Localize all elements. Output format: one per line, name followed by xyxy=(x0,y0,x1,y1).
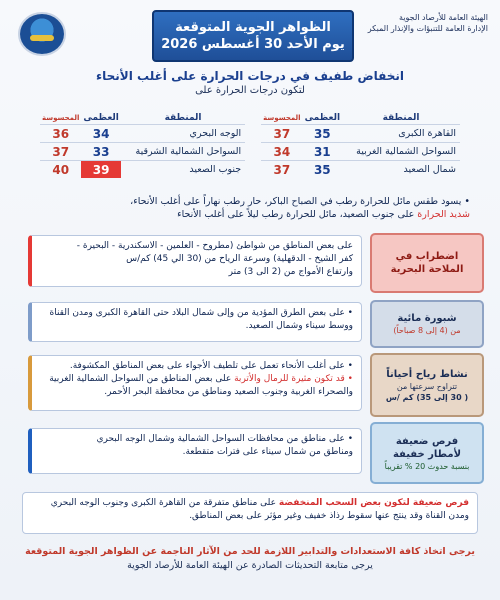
feels-temp-cell: 37 xyxy=(40,143,81,161)
region-cell: السواحل الشمالية الغربية xyxy=(342,143,460,161)
temperature-table-header xyxy=(40,112,460,125)
ema-logo-icon xyxy=(20,14,64,54)
fog-text-2: ووسط سيناء وشمال الصعيد. xyxy=(245,321,353,331)
sea-text-2: كفر الشيخ - الدقهلية) وسرعة الرياح من (30 الي 45) كم/س xyxy=(126,254,353,264)
notes-hot-label: شديد الحرارة xyxy=(417,209,470,220)
footer-warning: يرجى اتخاذ كافة الاستعدادات والتدابير اللازمة للحد من الآثار الناجمة عن الظواهر الجوية المتوقعة xyxy=(25,546,475,557)
table-row xyxy=(40,161,460,179)
rain-card-title-2: لأمطار خفيفة xyxy=(392,448,462,460)
col-feels: المحسوسة xyxy=(42,114,80,122)
rain-card-title: فرص ضعيفة xyxy=(395,435,459,447)
region-cell: شمال الصعيد xyxy=(342,161,460,179)
feels-temp-cell: 37 xyxy=(261,161,302,179)
authority-line-2: الإدارة العامة للتنبؤات والإنذار المبكر xyxy=(367,24,488,33)
wind-dust-label: • قد تكون مثيرة للرمال والأتربة xyxy=(234,374,353,384)
region-cell: السواحل الشمالية الشرقية xyxy=(121,143,245,161)
title-line-2: يوم الأحد 30 أغسطس 2026 xyxy=(161,37,345,52)
max-temp-cell: 35 xyxy=(303,161,342,179)
rain-text xyxy=(28,428,362,474)
region-cell: القاهرة الكبرى xyxy=(342,125,460,143)
table-row xyxy=(40,125,460,143)
col-max: العظمى xyxy=(304,113,341,123)
max-temp-cell: 34 xyxy=(81,125,120,143)
fog-row xyxy=(20,300,484,344)
page-title xyxy=(152,10,354,62)
low-clouds-lead: فرص ضعيفة لتكون بعض السحب المنخفضة xyxy=(278,498,469,508)
temperature-table xyxy=(40,112,460,178)
wind-card-sub-2: ( 30 إلى 35) كم /س xyxy=(385,392,469,402)
max-temp-cell: 35 xyxy=(303,125,342,143)
low-clouds-line-1 xyxy=(31,497,469,510)
footer-follow-updates: يرجى متابعة التحديثات الصادرة عن الهيئة العامة للأرصاد الجوية xyxy=(127,560,373,571)
wind-text-1: • على أغلب الأنحاء تعمل على تلطيف الأجواء على بعض المناطق المكشوفة. xyxy=(69,361,353,371)
notes-line-1: • يسود طقس مائل للحرارة رطب في الصباح الباكر، حار رطب نهاراً على أغلب الأنحاء، xyxy=(130,196,470,207)
wind-card-sub-1: تتراوح سرعتها من xyxy=(396,381,458,391)
feels-temp-cell: 36 xyxy=(40,125,81,143)
col-feels: المحسوسة xyxy=(263,114,301,122)
rain-card xyxy=(370,422,484,484)
wind-text xyxy=(28,355,362,411)
sea-disturbance-row xyxy=(20,233,484,289)
col-region: المنطقة xyxy=(382,113,420,123)
authority-line-1: الهيئة العامة للأرصاد الجوية xyxy=(399,13,488,22)
sea-disturbance-text xyxy=(28,235,362,287)
wind-row xyxy=(20,353,484,413)
temperature-header xyxy=(24,68,476,98)
wind-text-2-rest: على بعض المناطق من السواحل الشمالية الغربية xyxy=(49,374,235,384)
wind-card-title: نشاط رياح أحياناً xyxy=(386,368,468,380)
fog-card-time: من (4 إلى 8 صباحاً) xyxy=(393,326,461,335)
region-cell: جنوب الصعيد xyxy=(121,161,245,179)
table-row xyxy=(40,143,460,161)
temperature-headline: انخفاض طفيف في درجات الحرارة على أغلب الأنحاء xyxy=(95,69,405,83)
notes-line-2 xyxy=(30,208,470,221)
col-max: العظمى xyxy=(83,113,119,123)
wind-card xyxy=(370,353,484,417)
max-temp-cell: 33 xyxy=(81,143,120,161)
col-region: المنطقة xyxy=(164,113,202,123)
fog-card xyxy=(370,300,484,348)
max-temp-cell-highlight: 39 xyxy=(81,161,120,179)
low-clouds-line-2: ومدن القناة وقد ينتج عنها سقوط رذاذ خفيف وغير مؤثر على بعض المناطق. xyxy=(189,511,469,521)
temperature-subline: لتكون درجات الحرارة على xyxy=(195,85,305,96)
rain-text-2: ومناطق من شمال سيناء على فترات متقطعة. xyxy=(182,447,353,457)
wind-text-2 xyxy=(40,373,353,386)
feels-temp-cell: 37 xyxy=(261,125,302,143)
rain-text-1: • على مناطق من محافظات السواحل الشمالية وشمال الوجه البحري xyxy=(96,434,353,444)
fog-text xyxy=(28,302,362,342)
sea-disturbance-card xyxy=(370,233,484,293)
notes-line-2-rest: على جنوب الصعيد، مائل للحرارة رطب ليلاً على أغلب الأنحاء xyxy=(177,209,418,220)
footer xyxy=(20,545,480,573)
low-clouds-line-1-rest: على مناطق متفرقة من القاهرة الكبرى وجنوب الوجه البحري xyxy=(50,498,279,508)
general-weather-notes xyxy=(30,195,470,221)
title-line-1: الظواهر الجوية المتوقعة xyxy=(175,20,331,35)
feels-temp-cell: 40 xyxy=(40,161,81,179)
region-cell: الوجه البحري xyxy=(121,125,245,143)
sea-card-title-2: الملاحة البحرية xyxy=(390,264,464,275)
low-clouds-note xyxy=(22,492,478,534)
wind-text-3: والصحراء الغربية وجنوب الصعيد ومناطق من محافظة البحر الأحمر. xyxy=(104,387,353,397)
sea-text-1: على بعض المناطق من شواطئ (مطروح - العلمين - الاسكندرية - البحيرة - xyxy=(76,241,353,251)
max-temp-cell: 31 xyxy=(303,143,342,161)
rain-row xyxy=(20,422,484,480)
sea-text-3: وارتفاع الأمواج من (2 الى 3) متر xyxy=(228,267,353,277)
feels-temp-cell: 34 xyxy=(261,143,302,161)
sea-card-title: اضطراب في xyxy=(395,251,459,262)
fog-card-title: شبورة مائية xyxy=(397,313,457,324)
fog-text-1: • على بعض الطرق المؤدية من وإلى شمال البلاد حتى القاهرة الكبرى ومدن القناة xyxy=(49,308,353,318)
rain-card-probability: بنسبة حدوث 20 % تقريباً xyxy=(384,461,470,471)
authority-name xyxy=(348,12,488,34)
